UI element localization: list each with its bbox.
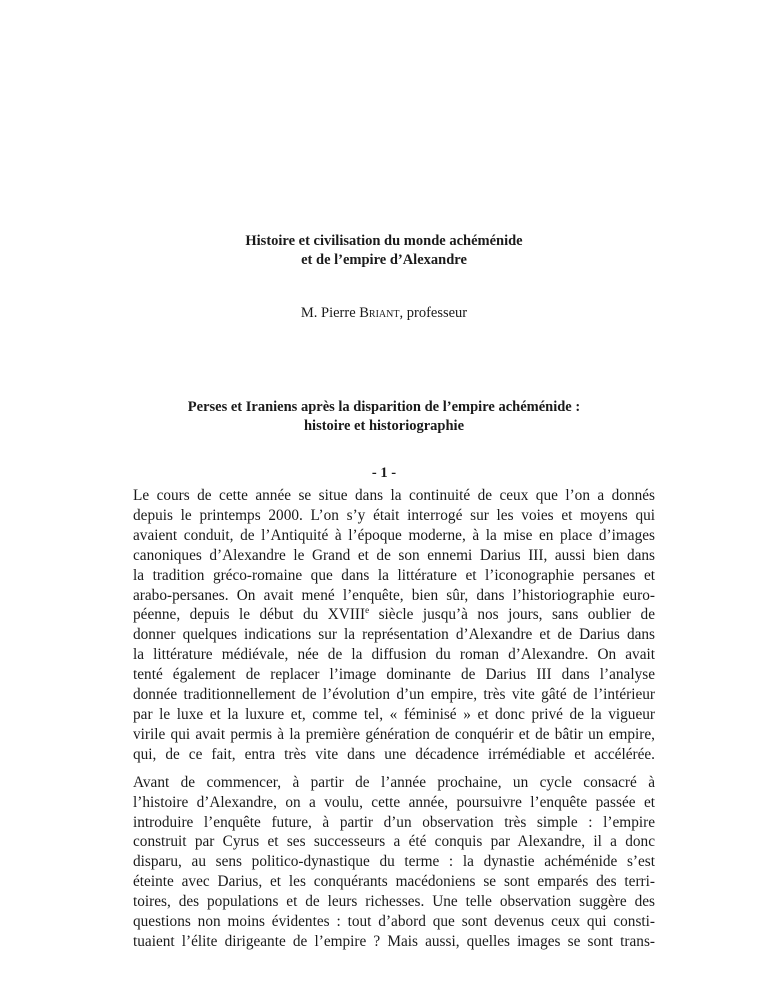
text-line xyxy=(113,605,655,625)
professor-surname: Briant xyxy=(359,305,400,321)
text-line: tenté également de replacer l’image dominante de Darius III dans l’analyse xyxy=(133,666,655,684)
text-line: canoniques d’Alexandre le Grand et de son ennemi Darius III, aussi bien dans xyxy=(133,546,655,564)
body-text xyxy=(113,486,655,960)
text-line: introduire l’enquête future, à partir d’un observation très simple : l’empire xyxy=(133,813,655,831)
text-fragment: siècle jusqu’à nos jours, sans oublier de xyxy=(369,606,655,624)
lecture-title-line-1: Perses et Iraniens après la disparition de l’empire achéménide : xyxy=(187,399,581,415)
professor-line xyxy=(0,305,768,322)
section-number: - 1 - xyxy=(371,465,397,481)
course-title-line-2: et de l’empire d’Alexandre xyxy=(301,252,467,268)
text-line: toires, des populations et de leurs richesses. Une telle observation suggère des xyxy=(133,893,655,911)
text-line: virile qui avait permis à la première génération de conquérir et de bâtir un empire, xyxy=(133,725,655,743)
text-line: tuaient l’élite dirigeante de l’empire ? Mais aussi, quelles images se sont trans- xyxy=(133,932,655,950)
professor-suffix: , professeur xyxy=(399,305,468,321)
text-line: éteinte avec Darius, et les conquérants macédoniens se sont emparés des terri- xyxy=(133,873,655,891)
text-line: construit par Cyrus et ses successeurs a été conquis par Alexandre, il a donc xyxy=(133,833,655,851)
text-line: qui, de ce fait, entra très vite dans une décadence irrémédiable et accélérée. xyxy=(133,745,655,763)
text-line: arabo-persanes. On avait mené l’enquête, bien sûr, dans l’historiographie euro- xyxy=(133,586,655,604)
text-line: Avant de commencer, à partir de l’année prochaine, un cycle consacré à xyxy=(133,773,655,791)
lecture-title xyxy=(0,398,768,436)
text-line: Le cours de cette année se situe dans la continuité de ceux que l’on a donnés xyxy=(133,487,655,504)
text-line: avaient conduit, de l’Antiquité à l’époque moderne, à la mise en place d’images xyxy=(133,526,655,544)
text-line: par le luxe et la luxure et, comme tel, « féminisé » et donc privé de la vigueur xyxy=(133,705,655,723)
text-line: donnée traditionnellement de l’évolution d’un empire, très vite gâté de l’intérieur xyxy=(133,686,655,704)
text-fragment: péenne, depuis le début du XVIII xyxy=(133,606,366,624)
text-line: depuis le printemps 2000. L’on s’y était interrogé sur les voies et moyens qui xyxy=(133,506,655,524)
lecture-title-line-2: histoire et historiographie xyxy=(303,418,465,434)
superscript: e xyxy=(365,605,370,616)
professor-prefix: M. Pierre xyxy=(300,305,360,321)
text-line: donner quelques indications sur la représentation d’Alexandre et de Darius dans xyxy=(133,626,655,644)
paragraph-2 xyxy=(113,773,655,952)
course-title-line-1: Histoire et civilisation du monde achéménide xyxy=(245,233,523,249)
text-line: l’histoire d’Alexandre, on a voulu, cette année, poursuivre l’enquête passée et xyxy=(133,793,655,811)
text-line: questions non moins évidentes : tout d’abord que sont devenus ceux qui consti- xyxy=(133,913,655,931)
text-line: la littérature médiévale, née de la diffusion du roman d’Alexandre. On avait xyxy=(133,646,655,664)
paragraph-1 xyxy=(113,486,655,765)
text-line: la tradition gréco-romaine que dans la littérature et l’iconographie persanes et xyxy=(133,566,655,584)
text-line: disparu, au sens politico-dynastique du terme : la dynastie achéménide s’est xyxy=(133,853,655,871)
course-title xyxy=(0,232,768,270)
